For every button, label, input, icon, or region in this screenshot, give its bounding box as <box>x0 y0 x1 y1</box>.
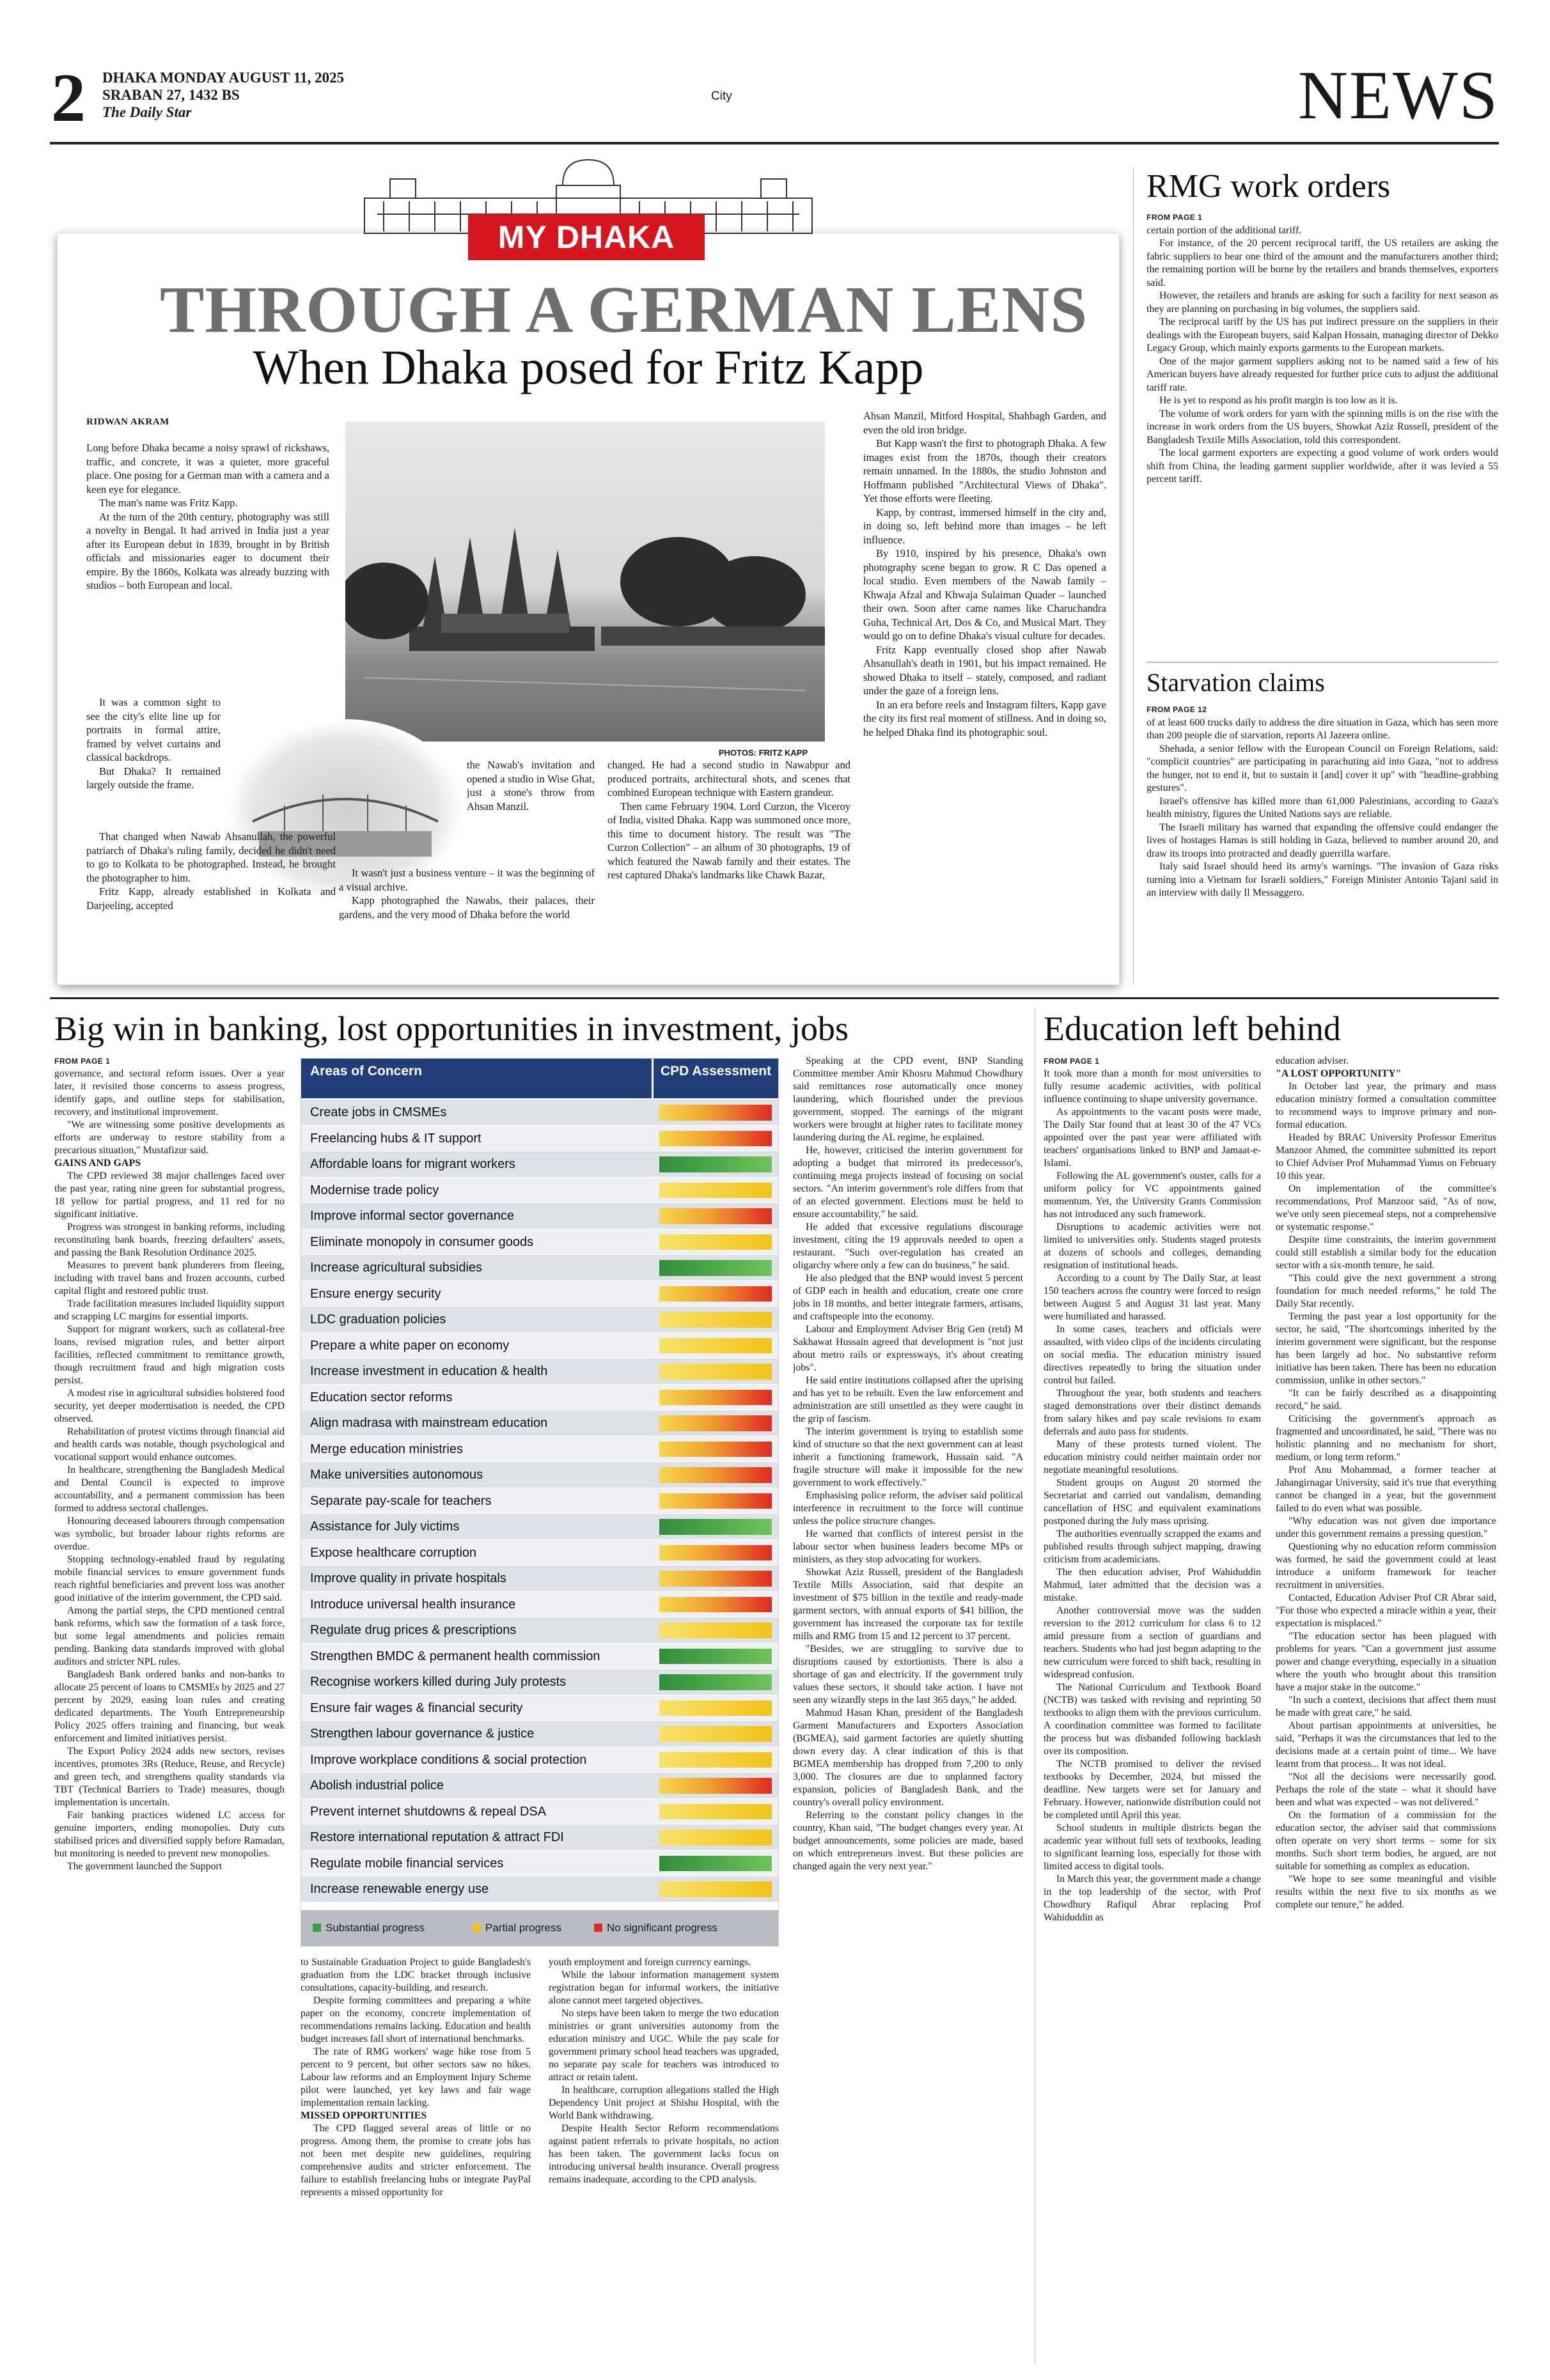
table-row <box>301 1358 778 1385</box>
row-label: Separate pay-scale for teachers <box>310 1493 492 1508</box>
assessment-bar-red <box>659 1208 772 1224</box>
table-row <box>301 1100 778 1126</box>
table-row <box>301 1644 778 1670</box>
feature-col-1b: It was a common sight to see the city's elite line up for portraits in formal attire, framed by velvet curtains and classical backdrops. But Dhaka? It remained largely outside the frame. <box>86 696 221 791</box>
header-assessment: CPD Assessment <box>661 1064 772 1078</box>
table-row <box>301 1307 778 1333</box>
row-label: Create jobs in CMSMEs <box>310 1105 447 1119</box>
table-row <box>301 1695 778 1722</box>
row-label: Assistance for July victims <box>310 1520 460 1534</box>
row-label: Freelancing hubs & IT support <box>310 1131 481 1146</box>
bank-col-a: FROM PAGE 1 governance, and sectoral reform issues. Over a year later, it revisited those concerns to assess progress, identify gaps, and outline steps for stabilisation, recovery, and institutional improvement. "We are witnessing some positive developments as efforts are underway to restore stability from a precarious situation," Mustafizur said. GAINS AND GAPS The CPD reviewed 38 major challenges faced over the past year, rating nine green for substantial progress, 18 yellow for partial progress, and 11 red for no significant initiative. Progress was strongest in banking reforms, including reconstituting bank boards, freezing defaulters' assets, and passing the Bank Resolution Ordinance 2025. Measures to prevent bank plunderers from fleeing, including with travel bans and frozen accounts, curbed capital flight and restored public trust. Trade facilitation measures included liquidity support and scrapping LC margins for essential imports. Support for migrant workers, such as collateral-free loans, revised migration rules, and better airport facilities, reflected commitment to remittance growth, though recruitment fraud and high migration costs persist. A modest rise in agricultural subsidies bolstered food security, yet deeper modernisation is needed, the CPD observed. Rehabilitation of protest victims through financial aid and health cards was notable, though psychological and vocational support would enhance outcomes. In healthcare, strengthening the Bangladesh Medical and Dental Council is expected to improve accountability, and a permanent commission has been formed to address sectoral challenges. Honouring deceased labourers through compensation was symbolic, but broader labour rights reforms are overdue. Stopping technology-enabled fraud by regulating mobile financial services to ensure government funds reach rightful beneficiaries and prevent loss was another good initiative of the interim government, the CPD said. Among the partial steps, the CPD mentioned central bank reforms, which saw the formation of a task force, but some legal amendments and policies remain pending. Banking data standards improved with global auditors and stricter NPL rules. Bangladesh Bank ordered banks and non-banks to allocate 25 percent of loans to CMSMEs by 2025 and 27 percent by 2029, easing loan rules and creating dedicated departments. The Youth Entrepreneurship Policy 2025 offers training and financing, but weak enforcement and limited initiatives persist. The Export Policy 2024 adds new sectors, revises incentives, promotes 3Rs (Reduce, Reuse, and Recycle) and green tech, and strengthens quality standards via TBT (Technical Barriers to Trade) measures, though implementation is uncertain. Fair banking practices widened LC access for genuine importers, ending monopolies. Duty cuts stabilised prices and diversified supply before Ramadan, but monitoring is needed to prevent new monopolies. The government launched the Support <box>54 1057 285 1872</box>
row-label: LDC graduation policies <box>310 1312 446 1326</box>
starvation-body: FROM PAGE 12 of at least 600 trucks daily to address the dire situation in Gaza, which has seen more than 200 people die of starvation, reports Al Jazeera online. Shehada, a senior fellow with the European Council on Foreign Relations, said: "complicit countries" are participating in parachuting aid into Gaza, "not to address the hunger, not to end it, but to sustain it [and] cover it up" with "headline-grabbing gestures". Israel's offensive has killed more than 61,000 Palestinians, according to Gaza's health ministry, figures the United Nations says are reliable. The Israeli military has warned that expanding the offensive could endanger the lives of hostages Hamas is still holding in Gaza, believed to number around 20, and draw its troops into protracted and deadly guerrilla warfare. Italy said Israel should heed its army's warnings. "The invasion of Gaza risks turning into a Vietnam for Israeli soldiers," Foreign Minister Antonio Tajani said in an interview with daily Il Messaggero. <box>1147 705 1498 898</box>
assessment-bar-green <box>659 1156 772 1172</box>
assessment-bar-yellow <box>659 1726 772 1742</box>
table-row <box>301 1876 778 1902</box>
assessment-bar-red <box>659 1390 772 1406</box>
feature-subtitle: When Dhaka posed for Fritz Kapp <box>253 341 924 394</box>
rmg-headline: RMG work orders <box>1147 168 1391 205</box>
assessment-bar-red <box>659 1442 772 1458</box>
feature-col-2: the Nawab's invitation and opened a studio in Wise Ghat, just a stone's throw from Ahsan Manzil. <box>467 759 595 813</box>
feature-title: THROUGH A GERMAN LENS <box>160 273 1088 346</box>
row-label: Modernise trade policy <box>310 1183 439 1197</box>
cpd-table <box>301 1058 779 1947</box>
mid-rule <box>50 997 1499 999</box>
table-row <box>301 1255 778 1281</box>
assessment-bar-yellow <box>659 1183 772 1199</box>
row-label: Improve quality in private hospitals <box>310 1571 506 1585</box>
assessment-bar-red <box>659 1545 772 1561</box>
row-label: Increase investment in education & health <box>310 1364 548 1378</box>
assessment-bar-red <box>659 1286 772 1302</box>
assessment-bar-yellow <box>659 1234 772 1250</box>
row-label: Ensure fair wages & financial security <box>310 1700 523 1715</box>
feature-col-1: Long before Dhaka became a noisy sprawl of rickshaws, traffic, and concrete, it was a quieter, more graceful place. One posing for a German man with a camera and a keen eye for elegance. The man's name was Fritz Kapp. At the turn of the 20th century, photography was still a novelty in Bengal. It had arrived in India just a year after its European debut in 1839, brought in by British officials and missionaries eager to document their empire. By the 1860s, Kolkata was already buzzing with studios – both European and local. <box>86 442 329 591</box>
assessment-bar-yellow <box>659 1804 772 1820</box>
row-label: Make universities autonomous <box>310 1468 483 1482</box>
assessment-bar-green <box>659 1674 772 1690</box>
table-row <box>301 1462 778 1488</box>
assessment-bar-green <box>659 1649 772 1665</box>
table-row <box>301 1617 778 1644</box>
assessment-bar-yellow <box>659 1700 772 1716</box>
assessment-bar-yellow <box>659 1364 772 1380</box>
assessment-bar-yellow <box>659 1752 772 1768</box>
photo-credit: PHOTOS: FRITZ KAPP <box>719 748 808 758</box>
masthead-rule <box>50 142 1499 144</box>
assessment-bar-red <box>659 1105 772 1121</box>
assessment-bar-red <box>659 1571 772 1587</box>
bank-col-b: to Sustainable Graduation Project to guide Bangladesh's graduation from the LDC bracket through inclusive consultations, capacity-building, and research. Despite forming committees and preparing a white paper on the economy, concrete implementation of recommendations remains lacking. Education and health budget increases fall short of international benchmarks. The rate of RMG workers' wage hike rose from 5 percent to 9 percent, but other sectors saw no hikes. Labour law reforms and an Employment Injury Scheme pilot were launched, yet key laws and fair wage implementation remain lacking. MISSED OPPORTUNITIES The CPD flagged several areas of little or no progress. Among them, the promise to create jobs has not been met despite new guidelines, requiring comprehensive audits and stricter enforcement. The failure to establish freelancing hubs or integrate PayPal represents a missed opportunity for <box>301 1957 531 2198</box>
section-title: NEWS <box>1298 58 1499 134</box>
table-row <box>301 1203 778 1229</box>
assessment-bar-yellow <box>659 1338 772 1354</box>
table-header <box>301 1059 778 1098</box>
row-label: Increase renewable energy use <box>310 1882 489 1896</box>
row-label: Affordable loans for migrant workers <box>310 1157 515 1171</box>
row-label: Recognise workers killed during July protests <box>310 1675 567 1689</box>
table-row <box>301 1799 778 1825</box>
temple-photo <box>345 422 825 742</box>
section-center: City <box>711 89 732 103</box>
feature-col-2b: It wasn't just a business venture – it was the beginning of a visual archive. Kapp photographed the Nawabs, their palaces, their gardens, and the very mood of Dhaka before the world <box>339 867 595 921</box>
table-row <box>301 1514 778 1540</box>
bank-col-d: Speaking at the CPD event, BNP Standing Committee member Amir Khosru Mahmud Chowdhury said remittances rose automatically once money laundering, which flourished under the previous government, stopped. The earnings of the migrant workers were brought at higher rates to facilitate money laundering during the AL regime, he explained. He, however, criticised the interim government for adopting a budget that mirrored its predecessor's, continuing mega projects instead of focusing on social sectors. "An interim government's role differs from that of an elected government. Elections must be held to ensure accountability," he said. He added that excessive regulations discourage investment, citing the 19 approvals needed to open a restaurant. "Such over-regulation has created an oligarchy where only a few can do business," he said. He also pledged that the BNP would invest 5 percent of GDP each in health and education, create one crore jobs in 18 months, and better integrate farmers, artisans, and craftspeople into the economy. Labour and Employment Adviser Brig Gen (retd) M Sakhawat Hussain agreed that development is "not just about metro rails or expressways, it's about creating jobs". He said entire institutions collapsed after the uprising and has yet to be rebuilt. Even the law enforcement and administration are still unsettled as they were caught in the grip of fascism. The interim government is trying to establish some kind of structure so that the next government can at least inherit a functioning framework, Hussain said. "A fragile structure will make it impossible for the new government to work effectively." Emphasising police reform, the adviser said political interference in recruitment to the force will continue unless the police structure changes. He warned that conflicts of interest persist in the labour sector when business leaders become MPs or ministers, as they stop advocating for workers. Showkat Aziz Russell, president of the Bangladesh Textile Mills Association, said that despite an investment of $75 billion in the textile and ready-made garment sectors, with annual exports of $41 billion, the government has increased the corporate tax for textile mills and RMG from 15 and 12 percent to 37 percent. "Besides, we are struggling to survive due to disruptions caused by extortionists. There is also a shortage of gas and electricity. If the government truly values these sectors, it should take action. I have not seen any wizardly steps in the last 365 days," he added. Mahmud Hasan Khan, president of the Bangladesh Garment Manufacturers and Exporters Association (BGMEA), said garment factories are quietly shutting down every day. A clear indication of this is that BGMEA membership has dropped from 7,200 to only 3,000. The closures are due to unplanned factory expansion, policies of Bangladesh Bank, and the country's overall policy environment. Referring to the constant policy changes in the country, Khan said, "The budget changes every year. At budget announcements, some policies are made, based on which entrepreneurs invest. But these policies are changed again the very next year." <box>793 1055 1023 1872</box>
header-areas: Areas of Concern <box>310 1064 423 1078</box>
edu-col-a: FROM PAGE 1 It took more than a month for most universities to fully resume academic activities, with political influence continuing to shape university governance. As appointments to the vacant posts were made, The Daily Star found that at least 30 of the 47 VCs appointed over the past year were affiliated with teachers' organisations linked to BNP and Jamaat-e-Islami. Following the AL government's ouster, calls for a uniform policy for VC appointments gained momentum. Yet, the University Grants Commission has not introduced any such framework. Disruptions to academic activities were not limited to universities only. Students staged protests at dozens of schools and colleges, demanding resignation of institutional heads. According to a count by The Daily Star, at least 150 teachers across the country were forced to resign between August 5 and August 31 last year. Many were humiliated and harassed. In some cases, teachers and officials were assaulted, with video clips of the incidents circulating on social media. The education ministry issued directives repeatedly to bring the situation under control but failed. Throughout the year, both students and teachers staged demonstrations over their distinct demands from salary hikes and pay scale revisions to exam deferrals and auto pass for students. Many of these protests turned violent. The education ministry could neither maintain order nor negotiate meaningful resolutions. Student groups on August 20 stormed the Secretariat and carried out vandalism, demanding cancellation of HSC and equivalent examinations postponed during the July mass uprising. The authorities eventually scrapped the exams and published results through subject mapping, drawing criticism from academicians. The then education adviser, Prof Wahiduddin Mahmud, later admitted that the decision was a mistake. Another controversial move was the sudden reversion to the 2012 curriculum for class 6 to 12 amid pressure from a section of guardians and teachers. Students who had just begun adapting to the new curriculum were forced to shift back, resulting in widespread confusion. The National Curriculum and Textbook Board (NCTB) was tasked with revising and reprinting 50 textbooks to align them with the previous curriculum. A coordination committee was formed to facilitate the process but was disbanded following backlash over its composition. The NCTB promised to deliver the revised textbooks by December, 2024, but missed the deadline. New targets were set for January and February. However, nationwide distribution could not be completed until April this year. School students in multiple districts began the academic year without full sets of textbooks, leading to significant learning loss, especially for those with limited access to digital tools. In March this year, the government made a change in the top leadership of the sector, with Prof Chowdhury Rafiqul Abrar replacing Prof Wahiduddin as <box>1044 1057 1261 1923</box>
assessment-bar-red <box>659 1467 772 1483</box>
page-number: 2 <box>51 60 86 136</box>
legend-red-swatch <box>594 1924 602 1932</box>
row-label: Introduce universal health insurance <box>310 1597 516 1612</box>
table-row <box>301 1410 778 1436</box>
table-row <box>301 1151 778 1178</box>
row-label: Education sector reforms <box>310 1390 453 1404</box>
row-label: Eliminate monopoly in consumer goods <box>310 1234 534 1249</box>
assessment-bar-green <box>659 1856 772 1872</box>
assessment-bar-red <box>659 1493 772 1509</box>
edu-col-b: education adviser. "A LOST OPPORTUNITY" In October last year, the primary and mass education ministry formed a consultation committee to recommend ways to improve primary and non-formal education. Headed by BRAC University Professor Emeritus Manzoor Ahmed, the committee submitted its report to Chief Adviser Prof Muhammad Yunus on February 10 this year. On implementation of the committee's recommendations, Prof Manzoor said, "As of now, we've only seen piecemeal steps, not a comprehensive or systematic response." Despite time constraints, the interim government could still establish a similar body for the education sector with a six-month tenure, he said. "This could give the next government a strong foundation for much needed reforms," he told The Daily Star recently. Terming the past year a lost opportunity for the sector, he said, "The shortcomings inherited by the interim government were significant, but the response has been largely ad hoc. No substantive reform initiative has been taken. There has been no education commission, unlike in other sectors." "It can be fairly described as a disappointing record," he said. Criticising the government's approach as fragmented and uncoordinated, he said, "There was no holistic planning and no mechanism for short, medium, or long term reform." Prof Anu Mohammad, a former teacher at Jahangirnagar University, said it's true that everything cannot be changed in a year, but the government failed to do even what was possible. "Why education was not given due importance under this government remains a pressing question." Questioning why no education reform commission was formed, he said the government could at least introduce a uniform framework for teacher recruitment in universities. Contacted, Education Adviser Prof CR Abrar said, "For those who expected a miracle within a year, their expectation is misplaced." "The education sector has been plagued with problems for years. "Can a government just assume power and change everything, especially in a situation where the youth who brought about this transition have a major stake in the outcome." "In such a context, decisions that affect them must be made with great care," he said. About partisan appointments at universities, he said, "Perhaps it was the circumstances that led to the decisions made at a certain point of time... We have learnt from that process... It was not ideal. "Not all the decisions were necessarily good. Perhaps the role of the state – what it should have been and what was expected – was not delivered." On the formation of a commission for the education sector, the adviser said that commissions often operate on very short terms – some for six months. Such short term bodies, he argued, are not suitable for something as complex as education. "We hope to see some meaningful and visible results within the next five to six months as we complete our tenure," he added. <box>1276 1055 1496 1910</box>
assessment-bar-yellow <box>659 1830 772 1846</box>
legend-red: No significant progress <box>607 1922 717 1934</box>
masthead-date <box>102 69 344 121</box>
table-row <box>301 1721 778 1747</box>
row-label: Strengthen BMDC & permanent health commission <box>310 1649 600 1663</box>
table-row <box>301 1747 778 1773</box>
row-label: Improve workplace conditions & social protection <box>310 1752 587 1767</box>
feature-col-3: changed. He had a second studio in Nawabpur and produced portraits, architectural shots, and scenes that combined European technique with Eastern grandeur. Then came February 1904. Lord Curzon, the Viceroy of India, visited Dhaka. Kapp was summoned once more, this time to document history. The result was "The Curzon Collection" – an album of 30 photographs, 19 of which featured the Nawab family and their estates. The rest captured Dhaka's landmarks like Chawk Bazar, <box>607 759 850 881</box>
legend-yellow: Partial progress <box>485 1922 562 1934</box>
rmg-body: FROM PAGE 1 certain portion of the additional tariff. For instance, of the 20 percent reciprocal tariff, the US retailers are asking the fabric suppliers to bear one third of the amount and the manufacturers another third; the remaining portion will be borne by the retailers and brands themselves, exporters said. However, the retailers and brands are asking for such a facility for next season as they are planning on purchasing in big volumes, the suppliers said. The reciprocal tariff by the US has put indirect pressure on the suppliers in their dealings with the European buyers, said Kalpan Hossain, managing director of Dekko Legacy Group, which mainly exports garments to the European markets. One of the major garment suppliers asking not to be named said a few of his American buyers have already requested for further price cuts to adjust the additional tariff rate. He is yet to respond as his profit margin is too low as it is. The volume of work orders for yarn with the spinning mills is on the rise with the increase in work orders from the US buyers, Showkat Aziz Russell, president of the Bangladesh Textile Mills Association, told this correspondent. The local garment exporters are expecting a good volume of work orders would shift from China, the leading garment supplier worldwide, after it was levied a 55 percent tariff. <box>1147 213 1498 485</box>
dateline-bs: SRABAN 27, 1432 BS <box>102 87 240 103</box>
dateline: DHAKA MONDAY AUGUST 11, 2025 <box>102 70 345 86</box>
legend-green: Substantial progress <box>325 1922 425 1934</box>
table-row <box>301 1229 778 1256</box>
table-row <box>301 1851 778 1877</box>
assessment-bar-yellow <box>659 1622 772 1638</box>
assessment-bar-red <box>659 1597 772 1613</box>
bank-headline: Big win in banking, lost opportunities in investment, jobs <box>54 1009 849 1048</box>
row-label: Regulate mobile financial services <box>310 1856 504 1871</box>
table-row <box>301 1566 778 1592</box>
row-label: Align madrasa with mainstream education <box>310 1416 548 1430</box>
row-label: Merge education ministries <box>310 1442 463 1456</box>
row-label: Regulate drug prices & prescriptions <box>310 1623 517 1637</box>
feature-col-1c: That changed when Nawab Ahsanullah, the powerful patriarch of Dhaka's ruling family, decided he didn't need to go to Kolkata to be photographed. Instead, he brought the photographer to him. Fritz Kapp, already established in Kolkata and Darjeeling, accepted <box>86 830 336 912</box>
assessment-bar-yellow <box>659 1881 772 1897</box>
table-row <box>301 1126 778 1152</box>
bank-col-c: youth employment and foreign currency earnings. While the labour information management system registration began for informal workers, the initiative alone cannot meet targeted objectives. No steps have been taken to merge the two education ministries or grant universities autonomy from the education ministry and UGC. While the pay scale for government primary school head teachers was upgraded, no separate pay scale for teachers was introduced to attract or retain talent. In healthcare, corruption allegations stalled the High Dependency Unit project at Shishu Hospital, with the World Bank withdrawing. Despite Health Sector Reform recommendations against patient referrals to private hospitals, no action has been taken. The government lacks focus on introducing universal health insurance. Overall progress remains inadequate, according to the CPD analysis. <box>549 1957 779 2185</box>
assessment-bar-yellow <box>659 1312 772 1328</box>
edu-headline: Education left behind <box>1044 1009 1341 1048</box>
table-row <box>301 1488 778 1514</box>
row-label: Ensure energy security <box>310 1286 441 1301</box>
table-row <box>301 1385 778 1411</box>
rmg-divider <box>1147 662 1498 663</box>
assessment-bar-green <box>659 1519 772 1535</box>
row-label: Strengthen labour governance & justice <box>310 1727 535 1741</box>
table-row <box>301 1281 778 1307</box>
vertical-divider-top <box>1133 167 1134 984</box>
table-row <box>301 1824 778 1851</box>
legend <box>301 1910 778 1946</box>
table-row <box>301 1773 778 1799</box>
table-row <box>301 1333 778 1359</box>
feature-col-4: Ahsan Manzil, Mitford Hospital, Shahbagh Garden, and even the old iron bridge. But Kapp wasn't the first to photograph Dhaka. A few images exist from the 1870s, though their creators remain unnamed. In the 1880s, the studio Johnston and Hoffmann published "Architectural Views of Dhaka". Yet those efforts were fleeting. Kapp, by contrast, immersed himself in the city and, in doing so, left behind more than images – he left influence. By 1910, inspired by his presence, Dhaka's own photography scene began to grow. R C Das opened a local studio. Even members of the Nawab family – Khwaja Afzal and Khwaja Sulaiman Quader – launched their own. Soon after came names like Charuchandra Guha, Technical Art, Dos & Co, and Musical Mart. They would go on to define Dhaka's visual culture for decades. Fritz Kapp eventually closed shop after Nawab Ahsanullah's death in 1901, but his impact remained. He showed Dhaka to itself – stately, composed, and radiant under the gaze of a foreign lens. In an era before reels and Instagram filters, Kapp gave the city its first real moment of stillness. And in doing so, he helped Dhaka find its photographic soul. <box>863 410 1106 738</box>
row-label: Increase agricultural subsidies <box>310 1261 483 1275</box>
row-label: Improve informal sector governance <box>310 1209 515 1223</box>
row-label: Expose healthcare corruption <box>310 1545 477 1560</box>
table-row <box>301 1178 778 1204</box>
row-label: Restore international reputation & attract FDI <box>310 1830 564 1844</box>
row-label: Prevent internet shutdowns & repeal DSA <box>310 1804 547 1819</box>
table-row <box>301 1592 778 1618</box>
legend-yellow-swatch <box>473 1924 481 1932</box>
assessment-bar-red <box>659 1415 772 1431</box>
assessment-bar-red <box>659 1778 772 1794</box>
row-label: Prepare a white paper on economy <box>310 1338 510 1353</box>
table-row <box>301 1669 778 1695</box>
starvation-headline: Starvation claims <box>1147 668 1325 697</box>
paper-logo: The Daily Star <box>102 104 192 120</box>
assessment-bar-green <box>659 1260 772 1276</box>
byline: RIDWAN AKRAM <box>86 417 169 427</box>
table-row <box>301 1436 778 1463</box>
assessment-bar-red <box>659 1131 772 1147</box>
row-label: Abolish industrial police <box>310 1778 444 1793</box>
my-dhaka-banner: MY DHAKA <box>468 214 705 260</box>
table-row <box>301 1540 778 1566</box>
legend-green-swatch <box>313 1924 321 1932</box>
